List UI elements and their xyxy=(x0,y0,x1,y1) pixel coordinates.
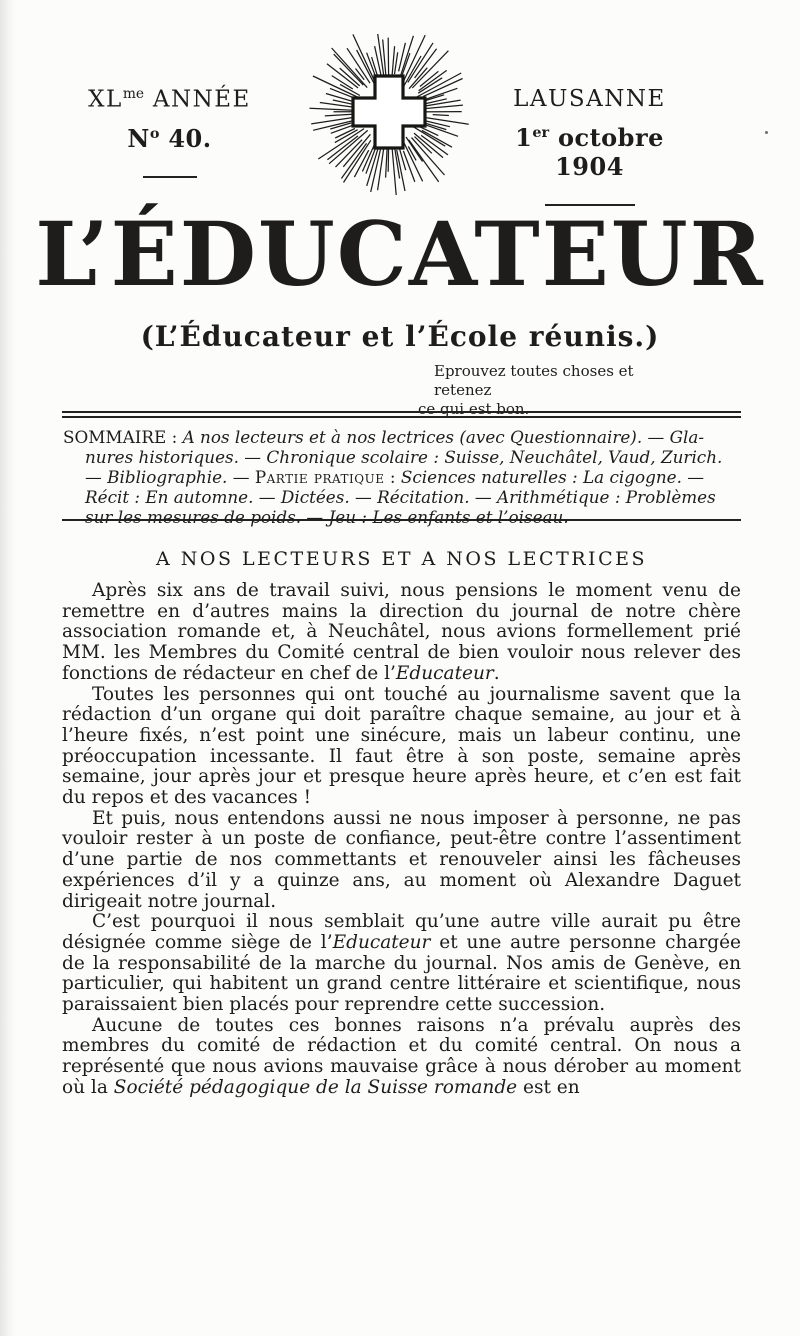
summary-block xyxy=(63,427,742,527)
summary-line: sur les mesures de poids. — Jeu : Les enfants et l’oiseau. xyxy=(85,507,569,527)
swiss-cross-sunburst-emblem xyxy=(296,26,482,202)
city-label: LAUSANNE xyxy=(513,86,666,112)
issue-info-block xyxy=(72,86,267,178)
summary-line: nures historiques. — Chronique scolaire : Suisse, Neuchâtel, Vaud, Zurich. xyxy=(85,447,723,467)
issue-number: $N^o$ 40. xyxy=(127,123,212,153)
issue-rule xyxy=(143,176,197,178)
article-paragraph: C’est pourquoi il nous semblait qu’une autre ville aurait pu être désignée comme siège de l’Educateur et une autre personne chargée de la responsabilité de la marche du journal. Nos amis de Genève, en particulier, qui habitent un grand centre littéraire et scientifique, nous paraissaient bien placés pour reprendre cette succession. xyxy=(62,911,741,1016)
article-paragraph: Aucune de toutes ces bonnes raisons n’a prévalu auprès des membres du comité de rédaction et du comité central. On nous a représenté que nous avions mauvaise grâce à nous dérober au moment où la Société pédagogique de la Suisse romande est en xyxy=(62,1014,741,1098)
article-paragraph: Après six ans de travail suivi, nous pensions le moment venu de remettre en d’autres mains la direction du journal de notre chère association romande et, à Neuchâtel, nous avions formellement prié MM. les Membres du Comité central de bien vouloir nous relever des fonctions de rédacteur en chef de l’Educateur. xyxy=(62,580,741,684)
article-paragraph: Et puis, nous entendons aussi ne nous imposer à personne, ne pas vouloir rester à un poste de confiance, peut-être contre l’assentiment d’une partie de nos commettants et renouveler ainsi les fâcheuses expériences d’il y a quinze ans, au moment où Alexandre Daguet dirigeait notre journal. xyxy=(62,807,741,912)
article-heading: A NOS LECTEURS ET A NOS LECTRICES xyxy=(156,548,647,570)
summary-line: SOMMAIRE : A nos lecteurs et à nos lectrices (avec Questionnaire). — Gla- xyxy=(63,427,705,447)
place-date-block xyxy=(482,86,697,206)
article-paragraph: Toutes les personnes qui ont touché au journalisme savent que la rédaction d’un organe qui doit paraître chaque semaine, au jour et à l’heure fixés, n’est point une sinécure, mais un labeur continu, une préoccupation incessante. Il faut être à son poste, semaine après semaine, jour après jour et presque heure après heure, et c’en est fait du repos et des vacances ! xyxy=(62,683,741,809)
date-label: 1er octobre 1904 xyxy=(515,123,664,181)
double-rule xyxy=(62,411,741,418)
sunburst-icon xyxy=(296,26,482,202)
journal-title: L’ÉDUCATEUR xyxy=(35,202,765,306)
scan-edge-shadow xyxy=(0,0,16,1336)
summary-bottom-rule xyxy=(62,519,741,521)
scan-speck xyxy=(765,131,768,134)
summary-line: — Bibliographie. — Partie pratique : Sciences naturelles : La cigogne. — xyxy=(85,467,705,487)
lead-article xyxy=(62,548,741,1099)
annee-label: $XL^{me}$ ANNÉE xyxy=(88,86,251,113)
summary-line: Récit : En automne. — Dictées. — Récitation. — Arithmétique : Problèmes xyxy=(85,487,716,507)
journal-subtitle: (L’Éducateur et l’École réunis.) xyxy=(140,320,660,353)
epigraph-line: ce qui est bon. xyxy=(418,400,530,419)
epigraph-line: Eprouvez toutes choses et retenez xyxy=(434,362,634,400)
